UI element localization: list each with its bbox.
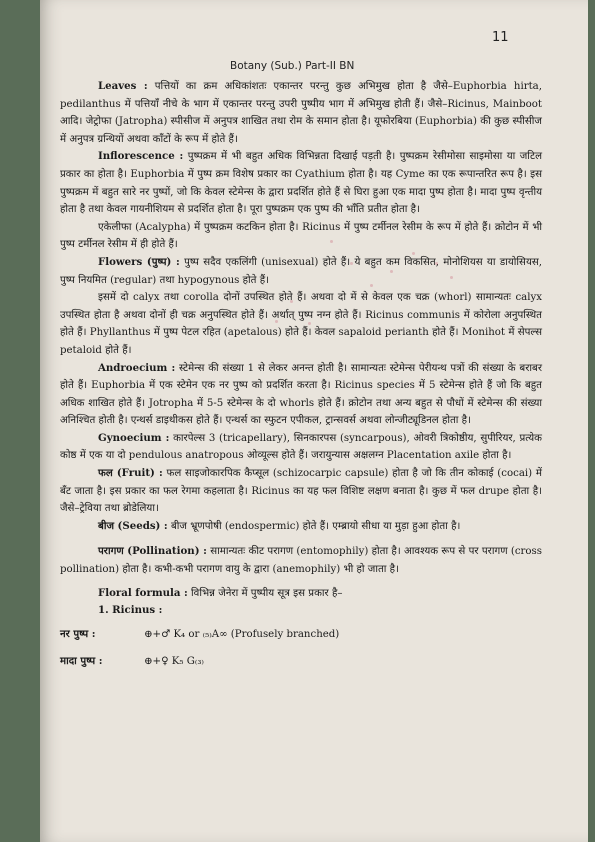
page-body xyxy=(60,78,542,681)
heading-floral-formula: Floral formula : xyxy=(98,586,188,599)
para-acalypha: एकेलीफा (Acalypha) में पुष्पक्रम कटकिन होता है। Ricinus में पुष्प टर्मीनल रेसीम के रूप में होते हैं। क्रोटोन में भी पुष्प टर्मीनल रेसीम में ही होते हैं। xyxy=(60,221,542,251)
page xyxy=(40,0,588,842)
page-number: 11 xyxy=(492,30,509,45)
heading-leaves: Leaves : xyxy=(98,80,148,92)
heading-gynoecium: Gynoecium : xyxy=(98,431,170,444)
para-androecium: Androecium : स्टेमेन्स की संख्या 1 से लेकर अनन्त होती है। सामान्यतः स्टेमेन्स पेरीयन्थ पत्रों की संख्या के बराबर होते हैं। Euphorbia में एक स्टेमेन एक नर पुष्प को प्रदर्शित करता है। Ricinus species में 5 स्टेमेन्स होते हैं जो कि बहुत अधिक शाखित होते हैं। Jotropha में 5-5 स्टेमेन्स के दो whorls होते हैं। क्रोटोन तथा अन्य बहुत से पौधों में स्टेमेन्स की संख्या अनिश्चित होती है। एन्थर्स डाइथीकस होते हैं। एन्थर्स का स्फुटन एपीकल, ट्रान्सवर्स अथवा लोन्जीट्यूडिनल होता है। xyxy=(60,361,542,427)
para-flowers: Flowers (पुष्प) : पुष्प सदैव एकलिंगी (unisexual) होते हैं। ये बहुत कम विकसित, मोनोशियस या डायोसियस, पुष्प नियमित (regular) तथा hypogynous होते हैं। xyxy=(60,255,542,286)
para-whorls: इसमें दो calyx तथा corolla दोनों उपस्थित होते हैं। अथवा दो में से केवल एक चक्र (whorl) सामान्यतः calyx उपस्थित होता है अथवा दोनों ही चक्र अनुपस्थित होते हैं। अर्थात् पुष्प नग्न होते हैं। Ricinus communis में कोरोला अनुपस्थित होते हैं। Phyllanthus में पुष्प पेटल रहित (apetalous) होते हैं। केवल sapaloid perianth होते हैं। Monihot में सेपल्स petaloid होते हैं। xyxy=(60,292,542,356)
heading-seeds: बीज (Seeds) : xyxy=(98,519,168,532)
heading-androecium: Androecium : xyxy=(98,361,176,374)
para-gynoecium: Gynoecium : कारपेल्स 3 (tricapellary), सिनकारपस (syncarpous), ओवरी त्रिकोष्ठीय, सुपीरियर, प्रत्येक कोष्ठ में एक या दो pendulous anatropous ओव्यूल्स होते हैं। जरायुन्यास अक्षलग्न Placentation axile होता है। xyxy=(60,431,542,462)
heading-flowers: Flowers (पुष्प) : xyxy=(98,255,180,268)
heading-pollination: परागण (Pollination) : xyxy=(98,545,207,558)
heading-fruit: फल (Fruit) : xyxy=(98,467,163,480)
para-inflorescence: Inflorescence : पुष्पक्रम में भी बहुत अधिक विभिन्नता दिखाई पड़ती है। पुष्पक्रम रेसीमोसा साइमोसा या जटिल प्रकार का होता है। Euphorbia में पुष्प क्रम विशेष प्रकार का Cyathium होता है। यह Cyme का एक रूपान्तरित रूप है। इस पुष्पक्रम में बहुत सारे नर पुष्पों, जो कि केवल स्टेमेन्स के द्वारा प्रदर्शित होते हैं से घिरा हुआ एक मादा पुष्प होता है। मादा पुष्प वृन्तीय होता है तथा केवल गायनीशियम से प्रदर्शित होता है। पूरा पुष्पक्रम एक पुष्प की भाँति प्रतीत होता है। xyxy=(60,150,542,216)
formula-female: मादा पुष्प : ⊕+♀ K₅ G₍₃₎ xyxy=(60,655,204,668)
formula-list xyxy=(60,626,542,671)
para-fruit: फल (Fruit) : फल साइजोकारपिक कैप्सूल (schizocarpic capsule) होता है जो कि तीन कोकाई (cocai) में बँट जाता है। इस प्रकार का फल रेगमा कहलाता है। Ricinus का यह फल विशिष्ट लक्षण बनाता है। कुछ में फल drupe होता है। जैसे–ट्रेविया तथा ब्रोडेलिया। xyxy=(60,467,542,515)
running-header: Botany (Sub.) Part-II BN xyxy=(230,60,355,72)
para-leaves: Leaves : पत्तियों का क्रम अधिकांशतः एकान्तर परन्तु कुछ अभिमुख होता है जैसे–Euphorbia hirta, pedilanthus में पत्तियाँ नीचे के भाग में एकान्तर परन्तु उपरी पुष्पीय भाग में अभिमुख होती हैं। जैसे–Ricinus, Mainboot आदि। जेट्रोफा (Jatropha) स्पीसीज में अनुपत्र शाखित तथा रोम के समान होता है। यूफोरबिया (Euphorbia) की कुछ स्पीसीज में अनुपत्र ग्रन्थियों अथवा काँटों के रूप में होते हैं। xyxy=(60,80,542,145)
formula-male: नर पुष्प : ⊕+♂ K₄ or ₍₅₎A∞ (Profusely branched) xyxy=(60,627,340,640)
heading-inflorescence: Inflorescence : xyxy=(98,150,184,163)
para-seeds: बीज (Seeds) : बीज भ्रूणपोषी (endospermic) होते हैं। एम्ब्रायो सीधा या मुड़ा हुआ होता है। xyxy=(98,519,461,532)
genus-heading: 1. Ricinus : xyxy=(98,604,163,617)
para-pollination: परागण (Pollination) : सामान्यतः कीट परागण (entomophily) होता है। आवश्यक रूप से पर परागण (cross pollination) होता है। कभी-कभी परागण वायु के द्वारा (anemophily) भी हो जाता है। xyxy=(60,545,543,576)
para-floral-formula: Floral formula : विभिन्न जेनेरा में पुष्पीय सूत्र इस प्रकार है– xyxy=(98,586,343,599)
